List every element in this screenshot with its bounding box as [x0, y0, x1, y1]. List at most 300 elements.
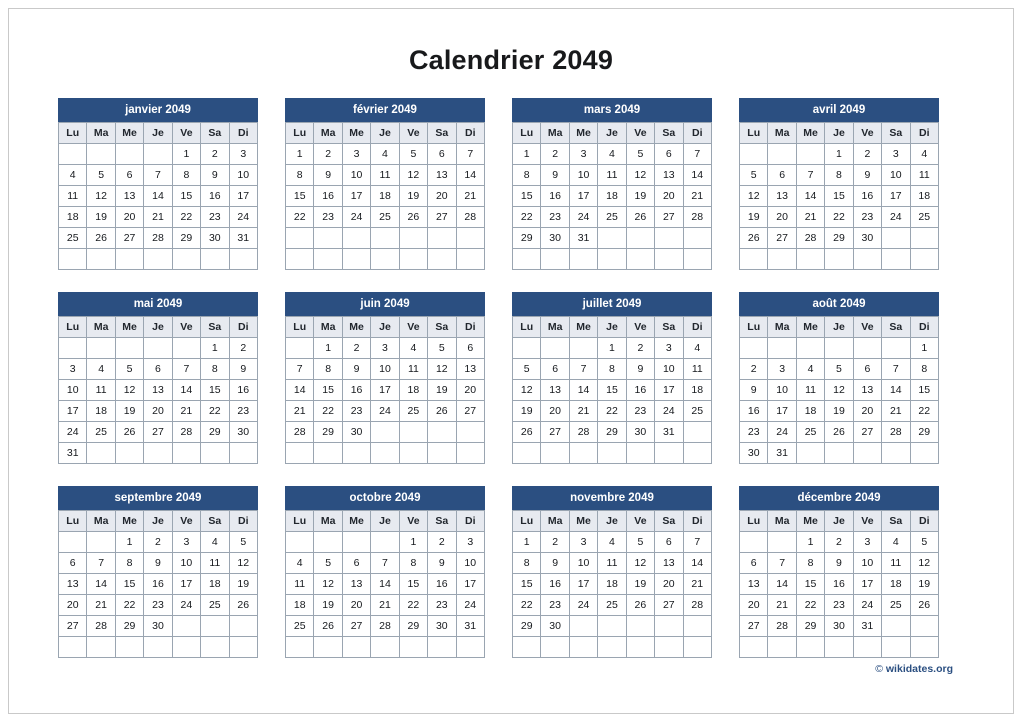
weekday-header: Lu — [59, 511, 87, 532]
day-cell: 3 — [371, 338, 399, 359]
month-table — [285, 316, 485, 464]
day-cell: 11 — [598, 165, 626, 186]
month-block — [512, 98, 712, 270]
weekday-header: Di — [456, 123, 484, 144]
weekday-header: Ve — [172, 123, 200, 144]
weekday-header-row — [59, 511, 258, 532]
day-cell: 3 — [172, 532, 200, 553]
weekday-header: Sa — [201, 317, 229, 338]
day-cell: 10 — [569, 165, 597, 186]
month-block — [739, 292, 939, 464]
day-cell: 3 — [342, 144, 370, 165]
day-cell: 12 — [229, 553, 257, 574]
month-table — [512, 316, 712, 464]
week-row — [740, 165, 939, 186]
day-cell: 24 — [569, 207, 597, 228]
weekday-header: Di — [910, 123, 938, 144]
day-cell: 29 — [399, 616, 427, 637]
day-cell: 7 — [286, 359, 314, 380]
credit-symbol: © — [875, 663, 883, 675]
month-title: août 2049 — [739, 292, 939, 316]
day-cell: 7 — [569, 359, 597, 380]
day-cell: 6 — [655, 144, 683, 165]
day-cell: 20 — [428, 186, 456, 207]
week-row — [740, 207, 939, 228]
day-cell: 20 — [655, 186, 683, 207]
day-cell — [768, 637, 796, 658]
month-table — [739, 122, 939, 270]
day-cell: 13 — [428, 165, 456, 186]
day-cell: 17 — [456, 574, 484, 595]
day-cell: 26 — [229, 595, 257, 616]
day-cell: 29 — [314, 422, 342, 443]
weekday-header: Je — [825, 511, 853, 532]
day-cell: 6 — [115, 165, 143, 186]
day-cell — [144, 443, 172, 464]
day-cell: 16 — [825, 574, 853, 595]
weekday-header-row — [513, 317, 712, 338]
day-cell — [201, 637, 229, 658]
day-cell — [853, 443, 881, 464]
day-cell: 11 — [683, 359, 711, 380]
day-cell: 26 — [626, 207, 654, 228]
day-cell — [853, 249, 881, 270]
day-cell: 20 — [740, 595, 768, 616]
day-cell: 5 — [626, 144, 654, 165]
day-cell — [428, 443, 456, 464]
week-row — [513, 359, 712, 380]
day-cell: 31 — [229, 228, 257, 249]
day-cell — [796, 637, 824, 658]
day-cell: 16 — [740, 401, 768, 422]
day-cell: 25 — [87, 422, 115, 443]
day-cell: 21 — [144, 207, 172, 228]
week-row — [286, 637, 485, 658]
day-cell — [796, 249, 824, 270]
day-cell: 26 — [626, 595, 654, 616]
week-row — [286, 380, 485, 401]
day-cell: 17 — [229, 186, 257, 207]
day-cell: 12 — [513, 380, 541, 401]
weekday-header: Me — [115, 317, 143, 338]
weekday-header: Me — [796, 317, 824, 338]
day-cell: 14 — [87, 574, 115, 595]
day-cell — [115, 338, 143, 359]
day-cell: 15 — [513, 186, 541, 207]
month-table — [58, 510, 258, 658]
day-cell — [626, 616, 654, 637]
weekday-header: Lu — [513, 317, 541, 338]
day-cell — [428, 637, 456, 658]
day-cell: 27 — [541, 422, 569, 443]
day-cell: 3 — [768, 359, 796, 380]
day-cell: 26 — [115, 422, 143, 443]
weekday-header: Di — [683, 123, 711, 144]
day-cell — [910, 443, 938, 464]
day-cell — [314, 532, 342, 553]
weekday-header-row — [286, 511, 485, 532]
day-cell: 18 — [882, 574, 910, 595]
day-cell: 4 — [371, 144, 399, 165]
day-cell: 3 — [569, 532, 597, 553]
weekday-header: Sa — [428, 511, 456, 532]
week-row — [513, 165, 712, 186]
day-cell: 17 — [569, 574, 597, 595]
day-cell: 9 — [428, 553, 456, 574]
page-title: Calendrier 2049 — [408, 45, 614, 75]
day-cell: 2 — [825, 532, 853, 553]
day-cell — [825, 338, 853, 359]
day-cell — [825, 637, 853, 658]
week-row — [59, 401, 258, 422]
day-cell — [569, 338, 597, 359]
day-cell: 30 — [201, 228, 229, 249]
day-cell: 29 — [825, 228, 853, 249]
day-cell: 20 — [115, 207, 143, 228]
day-cell: 23 — [626, 401, 654, 422]
day-cell: 30 — [144, 616, 172, 637]
day-cell: 7 — [371, 553, 399, 574]
day-cell: 12 — [740, 186, 768, 207]
day-cell — [796, 144, 824, 165]
day-cell — [115, 249, 143, 270]
week-row — [286, 574, 485, 595]
weekday-header: Sa — [428, 317, 456, 338]
day-cell — [456, 228, 484, 249]
weekday-header: Di — [683, 317, 711, 338]
day-cell — [87, 637, 115, 658]
day-cell: 29 — [796, 616, 824, 637]
day-cell: 10 — [569, 553, 597, 574]
day-cell — [825, 443, 853, 464]
week-row — [286, 616, 485, 637]
day-cell — [598, 616, 626, 637]
weekday-header: Ve — [853, 511, 881, 532]
day-cell: 17 — [371, 380, 399, 401]
day-cell: 14 — [371, 574, 399, 595]
day-cell — [342, 637, 370, 658]
day-cell — [286, 443, 314, 464]
day-cell: 29 — [115, 616, 143, 637]
day-cell: 26 — [314, 616, 342, 637]
day-cell: 5 — [428, 338, 456, 359]
day-cell: 5 — [910, 532, 938, 553]
day-cell: 22 — [796, 595, 824, 616]
day-cell: 15 — [825, 186, 853, 207]
month-title: juin 2049 — [285, 292, 485, 316]
day-cell: 4 — [399, 338, 427, 359]
day-cell: 11 — [598, 553, 626, 574]
month-table — [739, 316, 939, 464]
day-cell: 22 — [314, 401, 342, 422]
month-title: octobre 2049 — [285, 486, 485, 510]
day-cell: 9 — [201, 165, 229, 186]
day-cell: 25 — [59, 228, 87, 249]
weekday-header: Me — [796, 511, 824, 532]
day-cell — [87, 338, 115, 359]
day-cell: 23 — [853, 207, 881, 228]
weekday-header-row — [59, 123, 258, 144]
day-cell: 21 — [796, 207, 824, 228]
day-cell — [569, 443, 597, 464]
weekday-header: Sa — [201, 511, 229, 532]
week-row — [740, 443, 939, 464]
day-cell: 27 — [655, 595, 683, 616]
week-row — [513, 637, 712, 658]
week-row — [740, 422, 939, 443]
day-cell: 14 — [172, 380, 200, 401]
day-cell — [683, 249, 711, 270]
day-cell — [172, 443, 200, 464]
day-cell: 5 — [87, 165, 115, 186]
day-cell — [59, 532, 87, 553]
weekday-header: Ve — [172, 511, 200, 532]
weekday-header: Ve — [172, 317, 200, 338]
week-row — [286, 553, 485, 574]
weekday-header: Lu — [740, 511, 768, 532]
week-row — [286, 422, 485, 443]
day-cell — [87, 249, 115, 270]
day-cell: 18 — [201, 574, 229, 595]
day-cell: 12 — [115, 380, 143, 401]
day-cell: 28 — [144, 228, 172, 249]
day-cell: 8 — [399, 553, 427, 574]
day-cell: 28 — [768, 616, 796, 637]
day-cell: 19 — [626, 186, 654, 207]
month-block — [285, 98, 485, 270]
week-row — [286, 443, 485, 464]
day-cell — [371, 228, 399, 249]
day-cell: 2 — [144, 532, 172, 553]
day-cell — [144, 249, 172, 270]
day-cell: 11 — [910, 165, 938, 186]
day-cell: 30 — [428, 616, 456, 637]
day-cell: 11 — [286, 574, 314, 595]
week-row — [59, 249, 258, 270]
weekday-header-row — [740, 511, 939, 532]
week-row — [513, 228, 712, 249]
day-cell: 29 — [910, 422, 938, 443]
day-cell: 21 — [683, 186, 711, 207]
day-cell: 12 — [626, 165, 654, 186]
weekday-header-row — [286, 123, 485, 144]
credit-line[interactable] — [875, 663, 953, 675]
day-cell — [371, 443, 399, 464]
weekday-header: Sa — [882, 317, 910, 338]
week-row — [59, 553, 258, 574]
day-cell: 30 — [541, 228, 569, 249]
day-cell: 8 — [910, 359, 938, 380]
weekday-header-row — [59, 317, 258, 338]
day-cell — [115, 144, 143, 165]
day-cell: 22 — [513, 595, 541, 616]
weekday-header-row — [740, 317, 939, 338]
day-cell: 31 — [853, 616, 881, 637]
day-cell: 25 — [399, 401, 427, 422]
day-cell — [229, 637, 257, 658]
day-cell: 5 — [229, 532, 257, 553]
day-cell — [371, 249, 399, 270]
day-cell: 20 — [59, 595, 87, 616]
day-cell: 9 — [229, 359, 257, 380]
day-cell: 19 — [428, 380, 456, 401]
weekday-header: Lu — [59, 123, 87, 144]
day-cell — [172, 637, 200, 658]
day-cell: 28 — [683, 595, 711, 616]
day-cell: 2 — [541, 532, 569, 553]
week-row — [286, 228, 485, 249]
day-cell: 11 — [201, 553, 229, 574]
day-cell — [456, 422, 484, 443]
day-cell: 23 — [144, 595, 172, 616]
day-cell — [286, 532, 314, 553]
day-cell — [569, 616, 597, 637]
day-cell — [683, 616, 711, 637]
day-cell: 19 — [87, 207, 115, 228]
day-cell: 2 — [428, 532, 456, 553]
week-row — [59, 595, 258, 616]
day-cell: 15 — [513, 574, 541, 595]
day-cell: 29 — [598, 422, 626, 443]
day-cell: 3 — [229, 144, 257, 165]
weekday-header-row — [513, 123, 712, 144]
week-row — [513, 380, 712, 401]
day-cell: 16 — [314, 186, 342, 207]
weekday-header: Je — [825, 317, 853, 338]
day-cell: 1 — [201, 338, 229, 359]
month-block — [285, 292, 485, 464]
day-cell: 20 — [541, 401, 569, 422]
day-cell — [144, 338, 172, 359]
day-cell: 26 — [87, 228, 115, 249]
day-cell: 21 — [371, 595, 399, 616]
day-cell: 25 — [683, 401, 711, 422]
weekday-header: Lu — [740, 123, 768, 144]
day-cell: 21 — [87, 595, 115, 616]
day-cell: 8 — [513, 165, 541, 186]
weekday-header: Ma — [314, 123, 342, 144]
day-cell — [314, 228, 342, 249]
day-cell: 2 — [229, 338, 257, 359]
day-cell: 27 — [853, 422, 881, 443]
day-cell: 13 — [740, 574, 768, 595]
day-cell: 28 — [456, 207, 484, 228]
day-cell — [882, 443, 910, 464]
day-cell — [399, 637, 427, 658]
day-cell — [655, 228, 683, 249]
day-cell: 30 — [853, 228, 881, 249]
weekday-header: Me — [115, 511, 143, 532]
month-table — [285, 122, 485, 270]
month-title: septembre 2049 — [58, 486, 258, 510]
day-cell: 14 — [768, 574, 796, 595]
day-cell: 7 — [87, 553, 115, 574]
day-cell: 21 — [768, 595, 796, 616]
day-cell — [59, 637, 87, 658]
day-cell: 7 — [456, 144, 484, 165]
day-cell: 16 — [853, 186, 881, 207]
day-cell — [201, 616, 229, 637]
day-cell — [229, 443, 257, 464]
day-cell: 23 — [342, 401, 370, 422]
day-cell: 17 — [59, 401, 87, 422]
weekday-header: Sa — [882, 123, 910, 144]
weekday-header: Sa — [201, 123, 229, 144]
day-cell: 29 — [513, 616, 541, 637]
day-cell — [768, 338, 796, 359]
day-cell: 9 — [825, 553, 853, 574]
day-cell — [655, 443, 683, 464]
day-cell: 6 — [541, 359, 569, 380]
month-block — [512, 292, 712, 464]
weekday-header: Me — [342, 317, 370, 338]
day-cell: 25 — [796, 422, 824, 443]
day-cell: 4 — [598, 144, 626, 165]
day-cell: 18 — [371, 186, 399, 207]
day-cell: 26 — [825, 422, 853, 443]
day-cell: 19 — [115, 401, 143, 422]
weekday-header: Ma — [768, 511, 796, 532]
day-cell: 22 — [201, 401, 229, 422]
week-row — [59, 443, 258, 464]
weekday-header: Ve — [626, 123, 654, 144]
day-cell — [569, 637, 597, 658]
day-cell: 30 — [740, 443, 768, 464]
weekday-header: Je — [598, 123, 626, 144]
day-cell — [286, 249, 314, 270]
day-cell — [825, 249, 853, 270]
day-cell: 3 — [853, 532, 881, 553]
day-cell — [598, 228, 626, 249]
day-cell — [910, 616, 938, 637]
day-cell: 27 — [740, 616, 768, 637]
day-cell — [513, 249, 541, 270]
weekday-header: Sa — [428, 123, 456, 144]
day-cell: 23 — [740, 422, 768, 443]
weekday-header: Ma — [541, 123, 569, 144]
weekday-header: Ve — [853, 123, 881, 144]
week-row — [513, 186, 712, 207]
day-cell: 8 — [286, 165, 314, 186]
day-cell — [626, 637, 654, 658]
day-cell: 7 — [683, 532, 711, 553]
weekday-header: Lu — [740, 317, 768, 338]
week-row — [513, 144, 712, 165]
week-row — [286, 338, 485, 359]
day-cell — [683, 443, 711, 464]
day-cell: 18 — [598, 574, 626, 595]
day-cell: 1 — [172, 144, 200, 165]
weekday-header: Ve — [626, 317, 654, 338]
week-row — [740, 249, 939, 270]
day-cell: 14 — [683, 553, 711, 574]
day-cell — [115, 443, 143, 464]
day-cell: 11 — [371, 165, 399, 186]
weekday-header: Lu — [513, 511, 541, 532]
weekday-header: Me — [342, 123, 370, 144]
day-cell: 29 — [201, 422, 229, 443]
day-cell: 16 — [229, 380, 257, 401]
month-title: décembre 2049 — [739, 486, 939, 510]
day-cell: 6 — [740, 553, 768, 574]
day-cell: 5 — [825, 359, 853, 380]
weekday-header: Ma — [314, 317, 342, 338]
day-cell: 28 — [87, 616, 115, 637]
day-cell — [144, 144, 172, 165]
day-cell: 12 — [87, 186, 115, 207]
day-cell — [655, 249, 683, 270]
day-cell — [428, 249, 456, 270]
